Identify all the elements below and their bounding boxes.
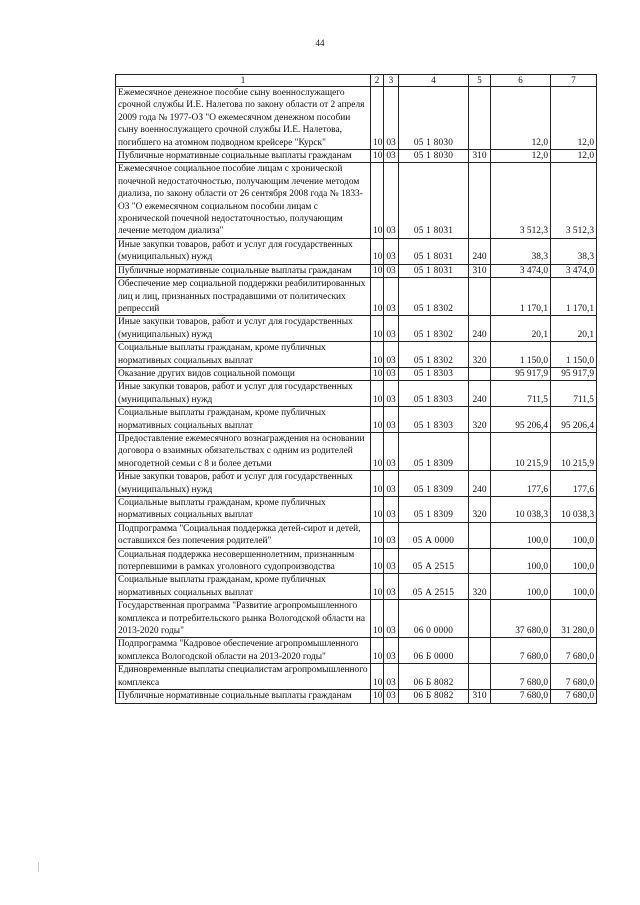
amount-col-6: 95 917,9	[491, 367, 551, 380]
table-row	[116, 264, 597, 277]
code-expense-type: 240	[469, 316, 491, 342]
code-target-article: 05 1 8031	[399, 163, 469, 238]
code-target-article: 05 1 8303	[399, 367, 469, 380]
code-expense-type	[469, 432, 491, 470]
code-subsection: 03	[384, 381, 399, 407]
code-section: 10	[371, 278, 384, 316]
code-section: 10	[371, 522, 384, 548]
code-section: 10	[371, 407, 384, 433]
code-target-article: 05 1 8303	[399, 381, 469, 407]
amount-col-6: 12,0	[491, 150, 551, 163]
column-header: 4	[399, 75, 469, 87]
amount-col-7: 10 038,3	[551, 497, 597, 523]
code-expense-type	[469, 367, 491, 380]
amount-col-6: 7 680,0	[491, 690, 551, 703]
code-subsection: 03	[384, 471, 399, 497]
code-subsection: 03	[384, 407, 399, 433]
row-name: Государственная программа "Развитие агропромышленного комплекса и потребительского рынка Вологодской области на 2013-2020 годы"	[116, 600, 371, 638]
amount-col-6: 3 474,0	[491, 264, 551, 277]
amount-col-6: 177,6	[491, 471, 551, 497]
amount-col-6: 38,3	[491, 238, 551, 264]
amount-col-7: 10 215,9	[551, 432, 597, 470]
table-row	[116, 432, 597, 470]
row-name: Социальные выплаты гражданам, кроме публичных нормативных социальных выплат	[116, 497, 371, 523]
column-header: 3	[384, 75, 399, 87]
amount-col-7: 177,6	[551, 471, 597, 497]
code-section: 10	[371, 432, 384, 470]
code-subsection: 03	[384, 316, 399, 342]
table-row	[116, 342, 597, 368]
row-name: Публичные нормативные социальные выплаты гражданам	[116, 264, 371, 277]
amount-col-6: 37 680,0	[491, 600, 551, 638]
header-row	[116, 75, 597, 87]
table-row	[116, 574, 597, 600]
code-subsection: 03	[384, 163, 399, 238]
row-name: Единовременные выплаты специалистам агропромышленного комплекса	[116, 664, 371, 690]
table-row	[116, 278, 597, 316]
code-expense-type: 320	[469, 342, 491, 368]
code-target-article: 06 Б 0000	[399, 638, 469, 664]
code-expense-type	[469, 87, 491, 150]
code-section: 10	[371, 548, 384, 574]
column-header: 7	[551, 75, 597, 87]
table-row	[116, 471, 597, 497]
amount-col-6: 12,0	[491, 87, 551, 150]
amount-col-6: 100,0	[491, 522, 551, 548]
code-target-article: 06 0 0000	[399, 600, 469, 638]
code-section: 10	[371, 381, 384, 407]
amount-col-7: 95 917,9	[551, 367, 597, 380]
row-name: Публичные нормативные социальные выплаты гражданам	[116, 150, 371, 163]
table-row	[116, 367, 597, 380]
row-name: Иные закупки товаров, работ и услуг для государственных (муниципальных) нужд	[116, 316, 371, 342]
code-target-article: 05 1 8309	[399, 471, 469, 497]
amount-col-7: 711,5	[551, 381, 597, 407]
code-section: 10	[371, 342, 384, 368]
code-target-article: 06 Б 8082	[399, 664, 469, 690]
table-row	[116, 522, 597, 548]
table-row	[116, 407, 597, 433]
table-row	[116, 690, 597, 703]
code-target-article: 05 1 8309	[399, 497, 469, 523]
table-body	[116, 87, 597, 704]
code-target-article: 05 1 8302	[399, 342, 469, 368]
row-name: Иные закупки товаров, работ и услуг для государственных (муниципальных) нужд	[116, 381, 371, 407]
code-expense-type: 240	[469, 471, 491, 497]
table-row	[116, 497, 597, 523]
amount-col-7: 3 512,3	[551, 163, 597, 238]
amount-col-7: 7 680,0	[551, 664, 597, 690]
code-expense-type: 320	[469, 407, 491, 433]
code-expense-type: 240	[469, 238, 491, 264]
code-section: 10	[371, 664, 384, 690]
row-name: Подпрограмма "Кадровое обеспечение агропромышленного комплекса Вологодской области на 2013-2020 годы"	[116, 638, 371, 664]
code-section: 10	[371, 497, 384, 523]
row-name: Публичные нормативные социальные выплаты гражданам	[116, 690, 371, 703]
table-row	[116, 664, 597, 690]
row-name: Иные закупки товаров, работ и услуг для государственных (муниципальных) нужд	[116, 471, 371, 497]
code-expense-type: 240	[469, 381, 491, 407]
amount-col-6: 711,5	[491, 381, 551, 407]
code-subsection: 03	[384, 690, 399, 703]
amount-col-7: 7 680,0	[551, 690, 597, 703]
code-subsection: 03	[384, 574, 399, 600]
amount-col-7: 12,0	[551, 150, 597, 163]
row-name: Социальные выплаты гражданам, кроме публичных нормативных социальных выплат	[116, 342, 371, 368]
amount-col-6: 1 170,1	[491, 278, 551, 316]
amount-col-6: 20,1	[491, 316, 551, 342]
code-target-article: 05 1 8031	[399, 264, 469, 277]
amount-col-7: 20,1	[551, 316, 597, 342]
code-section: 10	[371, 574, 384, 600]
code-target-article: 05 А 2515	[399, 548, 469, 574]
code-expense-type	[469, 163, 491, 238]
row-name: Социальная поддержка несовершеннолетним, признанным потерпевшими в рамках уголовного судопроизводства	[116, 548, 371, 574]
code-subsection: 03	[384, 150, 399, 163]
amount-col-7: 7 680,0	[551, 638, 597, 664]
amount-col-6: 3 512,3	[491, 163, 551, 238]
code-subsection: 03	[384, 278, 399, 316]
table-row	[116, 316, 597, 342]
code-subsection: 03	[384, 638, 399, 664]
row-name: Подпрограмма "Социальная поддержка детей-сирот и детей, оставшихся без попечения родителей"	[116, 522, 371, 548]
code-expense-type	[469, 638, 491, 664]
row-name: Иные закупки товаров, работ и услуг для государственных (муниципальных) нужд	[116, 238, 371, 264]
code-expense-type	[469, 548, 491, 574]
code-target-article: 05 1 8030	[399, 87, 469, 150]
code-expense-type: 310	[469, 150, 491, 163]
amount-col-7: 1 150,0	[551, 342, 597, 368]
code-subsection: 03	[384, 600, 399, 638]
amount-col-7: 31 280,0	[551, 600, 597, 638]
code-section: 10	[371, 238, 384, 264]
amount-col-6: 7 680,0	[491, 664, 551, 690]
code-expense-type	[469, 600, 491, 638]
amount-col-6: 95 206,4	[491, 407, 551, 433]
code-subsection: 03	[384, 367, 399, 380]
code-subsection: 03	[384, 664, 399, 690]
amount-col-7: 95 206,4	[551, 407, 597, 433]
amount-col-7: 100,0	[551, 522, 597, 548]
code-target-article: 05 1 8309	[399, 432, 469, 470]
code-target-article: 05 1 8302	[399, 316, 469, 342]
column-header: 5	[469, 75, 491, 87]
code-target-article: 05 А 0000	[399, 522, 469, 548]
row-name: Ежемесячное денежное пособие сыну военнослужащего срочной службы И.Е. Налетова по закону области от 2 апреля 2009 года № 1977-ОЗ "О ежемесячном денежном пособии сыну военнослужащего срочной службы И.Е. Налетова, погибшего на атомном подводном крейсере "Курск"	[116, 87, 371, 150]
code-subsection: 03	[384, 548, 399, 574]
amount-col-7: 3 474,0	[551, 264, 597, 277]
scan-mark	[38, 862, 39, 872]
table-row	[116, 548, 597, 574]
code-subsection: 03	[384, 238, 399, 264]
amount-col-7: 12,0	[551, 87, 597, 150]
code-subsection: 03	[384, 87, 399, 150]
code-expense-type: 320	[469, 497, 491, 523]
code-subsection: 03	[384, 342, 399, 368]
code-target-article: 05 1 8303	[399, 407, 469, 433]
row-name: Обеспечение мер социальной поддержки реабилитированных лиц и лиц, признанных пострадавшими от политических репрессий	[116, 278, 371, 316]
code-section: 10	[371, 690, 384, 703]
code-section: 10	[371, 150, 384, 163]
code-expense-type	[469, 664, 491, 690]
row-name: Оказание других видов социальной помощи	[116, 367, 371, 380]
row-name: Ежемесячное социальное пособие лицам с хронической почечной недостаточностью, получающим лечение методом диализа, по закону области от 26 сентября 2008 года № 1833-ОЗ "О ежемесячном социальном пособии лицам с хронической почечной недостаточностью, получающим лечение методом диализа"	[116, 163, 371, 238]
code-subsection: 03	[384, 432, 399, 470]
amount-col-7: 100,0	[551, 574, 597, 600]
amount-col-6: 7 680,0	[491, 638, 551, 664]
code-subsection: 03	[384, 522, 399, 548]
row-name: Социальные выплаты гражданам, кроме публичных нормативных социальных выплат	[116, 574, 371, 600]
table-row	[116, 600, 597, 638]
code-target-article: 05 1 8030	[399, 150, 469, 163]
code-target-article: 05 1 8031	[399, 238, 469, 264]
code-expense-type: 310	[469, 264, 491, 277]
amount-col-6: 10 038,3	[491, 497, 551, 523]
budget-table	[115, 74, 597, 704]
page-number: 44	[315, 38, 325, 48]
code-expense-type: 310	[469, 690, 491, 703]
amount-col-6: 100,0	[491, 548, 551, 574]
row-name: Предоставление ежемесячного вознаграждения на основании договора о взаимных обязательствах с одним из родителей многодетной семьи с 8 и более детьми	[116, 432, 371, 470]
code-section: 10	[371, 471, 384, 497]
column-header: 1	[116, 75, 371, 87]
code-expense-type: 320	[469, 574, 491, 600]
table-row	[116, 238, 597, 264]
code-section: 10	[371, 264, 384, 277]
table-row	[116, 381, 597, 407]
code-target-article: 05 1 8302	[399, 278, 469, 316]
amount-col-7: 1 170,1	[551, 278, 597, 316]
amount-col-6: 100,0	[491, 574, 551, 600]
code-section: 10	[371, 638, 384, 664]
code-target-article: 05 А 2515	[399, 574, 469, 600]
code-expense-type	[469, 522, 491, 548]
code-subsection: 03	[384, 497, 399, 523]
amount-col-7: 38,3	[551, 238, 597, 264]
column-header: 2	[371, 75, 384, 87]
table-row	[116, 150, 597, 163]
code-section: 10	[371, 87, 384, 150]
table-row	[116, 163, 597, 238]
amount-col-6: 10 215,9	[491, 432, 551, 470]
code-section: 10	[371, 600, 384, 638]
code-subsection: 03	[384, 264, 399, 277]
code-section: 10	[371, 316, 384, 342]
code-target-article: 06 Б 8082	[399, 690, 469, 703]
table-row	[116, 87, 597, 150]
code-section: 10	[371, 163, 384, 238]
amount-col-7: 100,0	[551, 548, 597, 574]
row-name: Социальные выплаты гражданам, кроме публичных нормативных социальных выплат	[116, 407, 371, 433]
code-section: 10	[371, 367, 384, 380]
code-expense-type	[469, 278, 491, 316]
table-row	[116, 638, 597, 664]
amount-col-6: 1 150,0	[491, 342, 551, 368]
column-header: 6	[491, 75, 551, 87]
